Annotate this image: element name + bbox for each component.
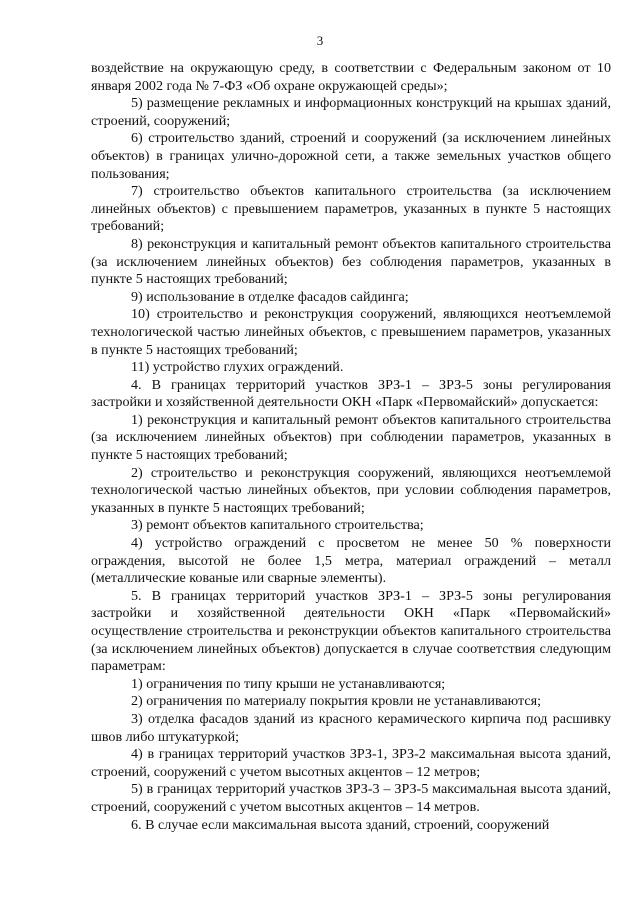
section-paragraph: 4. В границах территорий участков ЗРЗ-1 – ЗРЗ-5 зоны регулирования застройки и хозяйственной деятельности ОКН «Парк «Первомайский» допускается: bbox=[91, 376, 611, 411]
list-item: 7) строительство объектов капитального строительства (за исключением линейных объектов) с превышением параметров, указанных в пункте 5 настоящих требований; bbox=[91, 183, 611, 235]
list-item: 5) размещение рекламных и информационных конструкций на крышах зданий, строений, сооружений; bbox=[91, 95, 611, 129]
list-item: 2) строительство и реконструкция сооружений, являющихся неотъемлемой технологической частью линейных объектов, при условии соблюдения параметров, указанных в пункте 5 настоящих требований; bbox=[91, 464, 611, 516]
list-item: 3) ремонт объектов капитального строительства; bbox=[131, 517, 424, 534]
paragraph: воздействие на окружающую среду, в соответствии с Федеральным законом от 10 января 2002 года № 7-ФЗ «Об охране окружающей среды»; bbox=[91, 60, 611, 94]
list-item: 9) использование в отделке фасадов сайдинга; bbox=[131, 288, 409, 305]
document-body bbox=[91, 60, 611, 834]
list-item: 2) ограничения по материалу покрытия кровли не устанавливаются; bbox=[131, 693, 541, 710]
list-item: 8) реконструкция и капитальный ремонт объектов капитального строительства (за исключением линейных объектов) без соблюдения параметров, указанных в пункте 5 настоящих требований; bbox=[91, 235, 611, 288]
list-item: 5) в границах территорий участков ЗРЗ-3 – ЗРЗ-5 максимальная высота зданий, строений, сооружений с учетом высотных акцентов – 14 метров. bbox=[91, 781, 611, 815]
list-item: 6) строительство зданий, строений и сооружений (за исключением линейных объектов) в границах улично-дорожной сети, а также земельных участков общего пользования; bbox=[91, 130, 611, 182]
list-item: 4) в границах территорий участков ЗРЗ-1, ЗРЗ-2 максимальная высота зданий, строений, сооружений с учетом высотных акцентов – 12 метров; bbox=[91, 746, 611, 780]
list-item: 4) устройство ограждений с просветом не менее 50 % поверхности ограждения, высотой не более 1,5 метра, материал ограждений – металл (металлические кованые или сварные элементы). bbox=[91, 535, 611, 587]
list-item: 1) ограничения по типу крыши не устанавливаются; bbox=[131, 675, 446, 692]
list-item: 11) устройство глухих ограждений. bbox=[131, 359, 344, 376]
section-paragraph: 6. В случае если максимальная высота зданий, строений, сооружений bbox=[131, 816, 550, 833]
list-item: 10) строительство и реконструкция сооружений, являющихся неотъемлемой технологической частью линейных объектов, с превышением параметров, указанных в пункте 5 настоящих требований; bbox=[91, 306, 611, 358]
page-number: 3 bbox=[316, 33, 324, 48]
section-paragraph: 5. В границах территорий участков ЗРЗ-1 – ЗРЗ-5 зоны регулирования застройки и хозяйственной деятельности ОКН «Парк «Первомайский» осуществление строительства и реконструкции объектов капитального строительства (за исключением линейных объектов) допускается в случае соответствия следующим параметрам: bbox=[91, 587, 611, 675]
list-item: 3) отделка фасадов зданий из красного керамического кирпича под расшивку швов либо штукатуркой; bbox=[91, 710, 611, 745]
list-item: 1) реконструкция и капитальный ремонт объектов капитального строительства (за исключением линейных объектов) при соблюдении параметров, указанных в пункте 5 настоящих требований; bbox=[91, 411, 611, 464]
